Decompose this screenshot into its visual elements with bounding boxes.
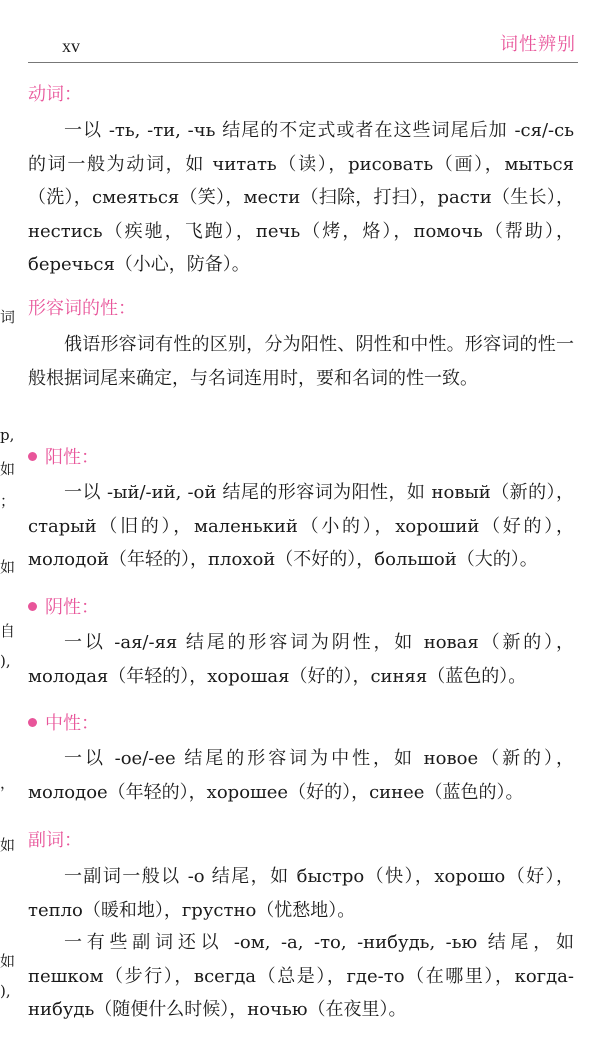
left-fragment: ； bbox=[0, 492, 16, 510]
left-fragment: 自 bbox=[0, 622, 16, 640]
adjacent-page-edge bbox=[0, 0, 16, 1064]
header-rule bbox=[28, 62, 578, 63]
left-fragment: р, bbox=[0, 426, 15, 444]
neuter-heading bbox=[28, 709, 99, 735]
left-fragment: 如 bbox=[0, 460, 16, 478]
adjective-gender-paragraph: 俄语形容词有性的区别，分为阳性、阴性和中性。形容词的性一般根据词尾来确定，与名词连用时，要和名词的性一致。 bbox=[28, 334, 574, 389]
adjective-gender-heading: 形容词的性： bbox=[28, 298, 136, 319]
left-fragment: ), bbox=[0, 982, 11, 1000]
running-section-title: 词性辨别 bbox=[500, 34, 576, 55]
feminine-heading-label: 阴性： bbox=[45, 597, 99, 618]
neuter-heading-label: 中性： bbox=[45, 713, 99, 734]
left-fragment: ), bbox=[0, 652, 11, 670]
masculine-heading bbox=[28, 443, 99, 469]
adverb-heading: 副词： bbox=[28, 830, 82, 851]
neuter-paragraph: 一以 -ое/-ее 结尾的形容词为中性，如 новое（新的），молодое（年轻的），хорошее（好的），синее（蓝色的）。 bbox=[28, 748, 574, 803]
bullet-icon bbox=[28, 718, 37, 727]
bullet-icon bbox=[28, 602, 37, 611]
left-fragment: 词 bbox=[0, 308, 16, 326]
masculine-paragraph: 一以 -ый/-ий, -ой 结尾的形容词为阳性，如 новый（新的），старый（旧的），маленький（小的），хороший（好的），молодой（年轻的），плохой（不好的），большой（大的）。 bbox=[28, 482, 574, 570]
left-fragment: 如 bbox=[0, 952, 16, 970]
feminine-heading bbox=[28, 593, 99, 619]
verb-paragraph: 一以 -ть, -ти, -чь 结尾的不定式或者在这些词尾后加 -ся/-сь 的词一般为动词，如 читать（读），рисовать（画），мыться（洗），смеяться（笑），мести（扫除，打扫），расти（生长），нестись（疾驰，飞跑），печь（烤，烙），помочь（帮助），беречься（小心，防备）。 bbox=[28, 120, 574, 275]
left-fragment: 如 bbox=[0, 836, 16, 854]
verb-heading: 动词： bbox=[28, 84, 82, 105]
left-fragment: 如 bbox=[0, 558, 16, 576]
page-number: xv bbox=[62, 36, 80, 56]
feminine-paragraph: 一以 -ая/-яя 结尾的形容词为阴性，如 новая（新的），молодая（年轻的），хорошая（好的），синяя（蓝色的）。 bbox=[28, 632, 574, 687]
masculine-heading-label: 阳性： bbox=[45, 447, 99, 468]
adverb-paragraph-1: 一副词一般以 -о 结尾，如 быстро（快），хорошо（好），тепло（暖和地），грустно（忧愁地）。 bbox=[28, 866, 574, 921]
bullet-icon bbox=[28, 452, 37, 461]
adverb-paragraph-2: 一有些副词还以 -ом, -а, -то, -нибудь, -ью 结尾，如 пешком（步行），всегда（总是），где-то（在哪里），когда-нибудь（随便什么时候），ночью（在夜里）。 bbox=[28, 932, 574, 1020]
left-fragment: ， bbox=[0, 774, 16, 792]
